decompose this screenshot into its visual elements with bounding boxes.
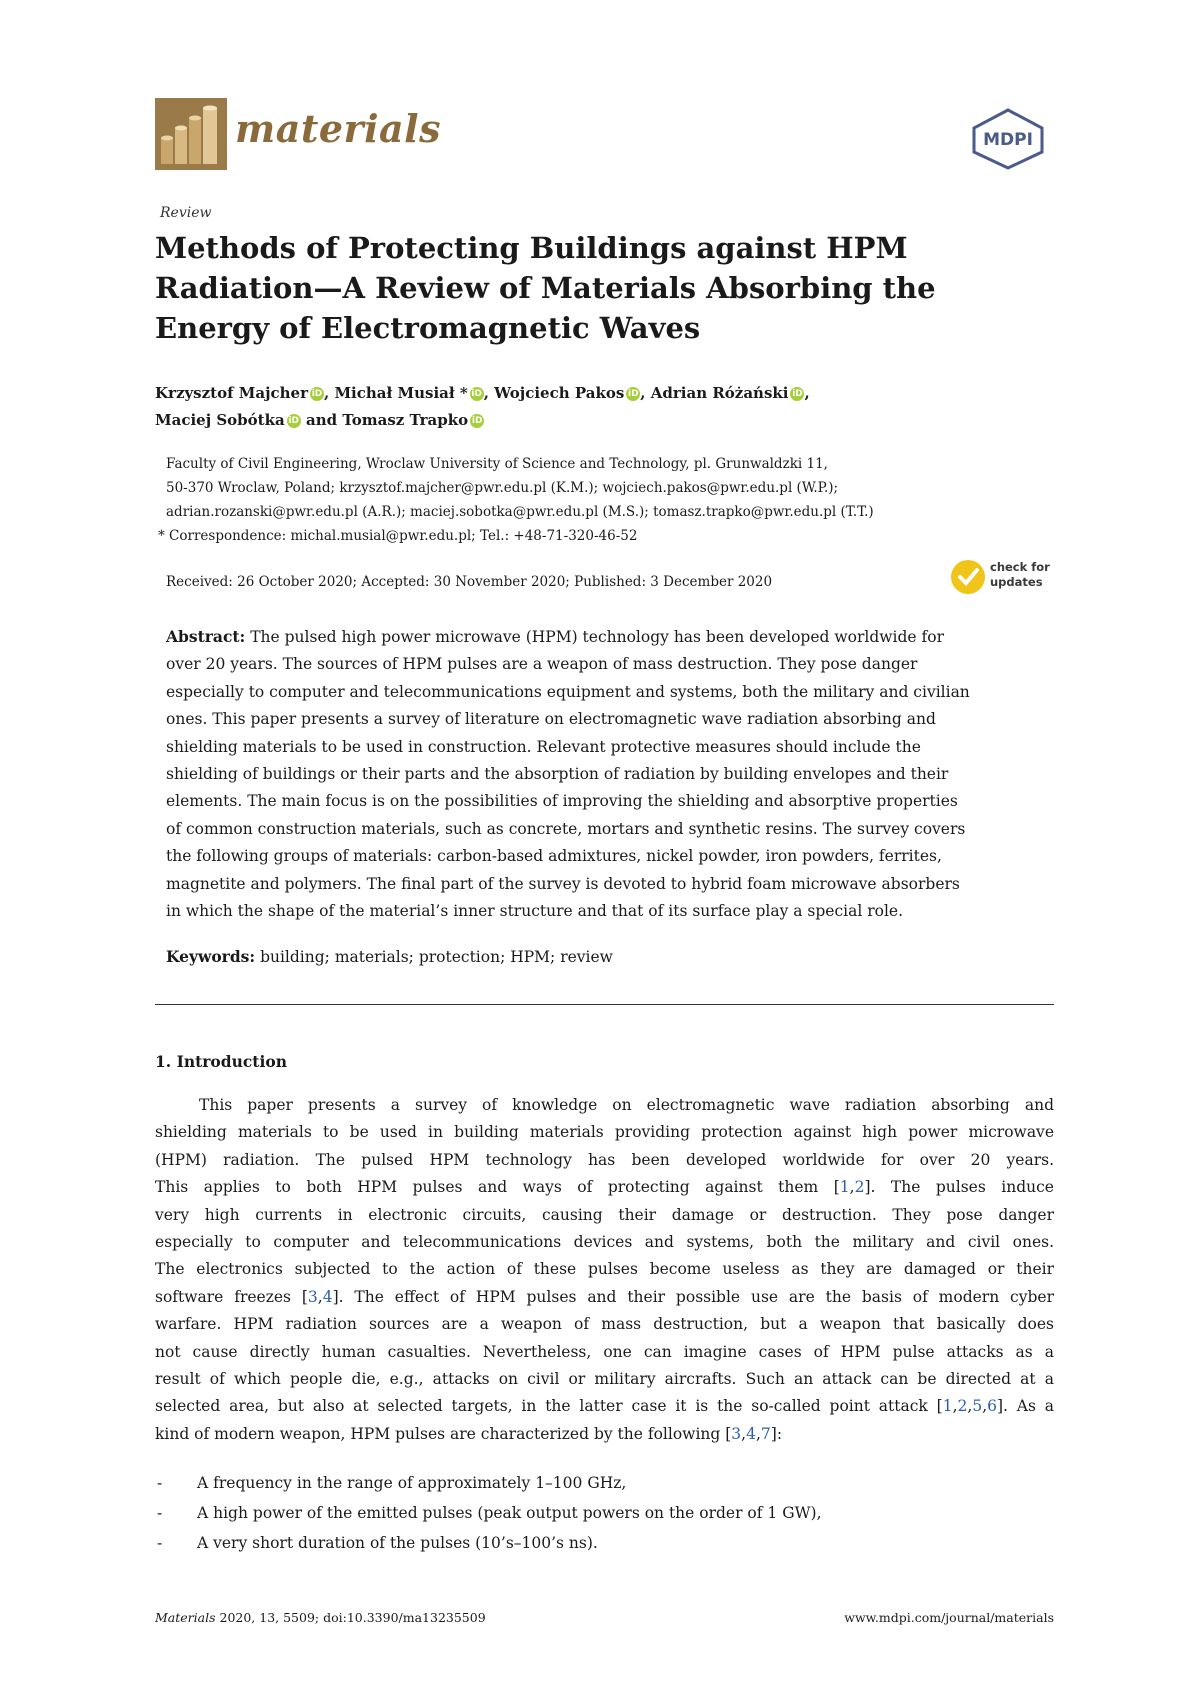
correspondence-line: * Correspondence: michal.musial@pwr.edu.pl; Tel.: +48-71-320-46-52	[158, 528, 638, 544]
abstract-line: shielding materials to be used in construction. Relevant protective measures should include the	[166, 737, 921, 756]
keywords-text: building; materials; protection; HPM; review	[255, 948, 613, 966]
paragraph-line: (HPM) radiation. The pulsed HPM technology has been developed worldwide for over 20 years.	[155, 1150, 1054, 1169]
author-name[interactable]: Michał Musiał *	[334, 384, 468, 402]
author-name[interactable]: Maciej Sobótka	[155, 411, 285, 429]
abstract-line: magnetite and polymers. The final part of the survey is devoted to hybrid foam microwave absorbers	[166, 874, 960, 893]
affiliation-line: adrian.rozanski@pwr.edu.pl (A.R.); maciej.sobotka@pwr.edu.pl (M.S.); tomasz.trapko@pwr.edu.pl (T.T.)	[166, 504, 874, 520]
publisher-logo-text: MDPI	[983, 130, 1033, 150]
citation-link[interactable]: 7	[760, 1424, 771, 1443]
citation-link[interactable]: 3	[307, 1287, 318, 1306]
citation-link[interactable]: 6	[987, 1397, 997, 1416]
author-list: Krzysztof Majcher iD , Michał Musiał * iD , Wojciech Pakos iD , Adrian Różański iD , Maciej Sobótka iD and Tomasz Trapko iD	[155, 384, 810, 429]
paragraph-line: The electronics subjected to the action of these pulses become useless as they are damaged or their	[155, 1260, 1054, 1279]
paragraph-line: software freezes [3,4]. The effect of HPM pulses and their possible use are the basis of modern cyber	[155, 1287, 1054, 1306]
citation-link[interactable]: 2	[854, 1178, 865, 1197]
citation-link[interactable]: 3	[731, 1424, 742, 1443]
check-for-updates-badge[interactable]	[950, 557, 1060, 601]
title-line: Radiation—A Review of Materials Absorbing the	[155, 271, 936, 305]
paragraph-line: kind of modern weapon, HPM pulses are characterized by the following [3,4,7]:	[155, 1424, 783, 1443]
orcid-icon[interactable]: iD	[792, 389, 803, 399]
abstract-line: the following groups of materials: carbon-based admixtures, nickel powder, iron powders, ferrites,	[166, 847, 942, 866]
abstract	[166, 623, 1054, 925]
affiliation-line: 50-370 Wroclaw, Poland; krzysztof.majcher@pwr.edu.pl (K.M.); wojciech.pakos@pwr.edu.pl (W.P.);	[166, 480, 839, 496]
abstract-line: in which the shape of the material’s inner structure and that of its surface play a special role.	[166, 902, 904, 921]
paragraph-line: selected area, but also at selected targets, in the latter case it is the so-called point attack [1,2,5,6]. As a	[155, 1397, 1055, 1416]
characteristics-list	[155, 1468, 1054, 1558]
author-name[interactable]: Wojciech Pakos	[494, 384, 625, 402]
abstract-line: over 20 years. The sources of HPM pulses are a weapon of mass destruction. They pose danger	[166, 655, 918, 674]
bullet-dash: -	[157, 1534, 163, 1552]
bullet-dash: -	[157, 1504, 163, 1522]
updates-label: check for	[990, 560, 1050, 574]
publisher-logo	[968, 108, 1048, 170]
list-item: - A very short duration of the pulses (10’s–100’s ns).	[155, 1528, 1054, 1558]
footer-doi[interactable]: 2020, 13, 5509; doi:10.3390/ma13235509	[215, 1610, 486, 1625]
bullet-dash: -	[157, 1474, 163, 1492]
citation-link[interactable]: 5	[972, 1397, 983, 1416]
keywords	[166, 947, 613, 966]
orcid-icon[interactable]: iD	[471, 416, 483, 426]
abstract-label: Abstract:	[166, 627, 246, 646]
citation-link[interactable]: 2	[957, 1397, 968, 1416]
check-icon	[950, 559, 986, 595]
author-name[interactable]: Adrian Różański	[650, 384, 789, 402]
affiliations	[158, 452, 1046, 548]
article-title	[155, 228, 1035, 348]
citation-link[interactable]: 4	[746, 1424, 756, 1443]
list-item: - A high power of the emitted pulses (peak output powers on the order of 1 GW),	[155, 1498, 1054, 1528]
paragraph-line: very high currents in electronic circuits, causing their damage or destruction. They pose danger	[155, 1205, 1054, 1224]
footer-journal: Materials	[155, 1610, 216, 1625]
abstract-line: elements. The main focus is on the possibilities of improving the shielding and absorptive properties	[166, 792, 958, 811]
keywords-label: Keywords:	[166, 947, 256, 966]
paragraph-line: not cause directly human casualties. Nevertheless, one can imagine cases of HPM pulse attacks as a	[155, 1342, 1054, 1361]
paragraph-line: shielding materials to be used in building materials providing protection against high power microwave	[155, 1123, 1054, 1142]
updates-label: updates	[990, 575, 1043, 589]
paragraph-line: This applies to both HPM pulses and ways of protecting against them [1,2]. The pulses induce	[155, 1178, 1054, 1197]
orcid-icon[interactable]: iD	[628, 389, 639, 399]
title-line: Energy of Electromagnetic Waves	[155, 311, 701, 345]
abstract-line: shielding of buildings or their parts and the absorption of radiation by building envelopes and their	[166, 765, 949, 784]
publication-dates: Received: 26 October 2020; Accepted: 30 November 2020; Published: 3 December 2020	[166, 574, 773, 590]
intro-paragraph	[155, 1092, 1054, 1448]
abstract-line: ones. This paper presents a survey of literature on electromagnetic wave radiation absorbing and	[166, 710, 936, 729]
section-heading: 1. Introduction	[155, 1052, 287, 1071]
citation-link[interactable]: 4	[322, 1287, 333, 1306]
abstract-line: especially to computer and telecommunications equipment and systems, both the military and civilian	[166, 682, 970, 701]
affiliation-line: Faculty of Civil Engineering, Wroclaw University of Science and Technology, pl. Grunwaldzki 11,	[166, 456, 828, 472]
orcid-icon[interactable]: iD	[311, 389, 323, 399]
orcid-icon[interactable]: iD	[471, 389, 482, 399]
footer-citation	[155, 1610, 486, 1625]
list-item: - A frequency in the range of approximately 1–100 GHz,	[155, 1468, 1054, 1498]
article-type: Review	[160, 205, 212, 221]
journal-logo	[155, 98, 441, 170]
section-divider	[155, 1004, 1054, 1005]
paragraph-line: result of which people die, e.g., attacks on civil or military aircrafts. Such an attack can be directed at a	[155, 1370, 1054, 1389]
paragraph-line: especially to computer and telecommunications devices and systems, both the military and civil ones.	[155, 1233, 1054, 1252]
paragraph-line: This paper presents a survey of knowledge on electromagnetic wave radiation absorbing and	[199, 1096, 1054, 1114]
journal-name: materials	[235, 106, 441, 151]
footer-url[interactable]: www.mdpi.com/journal/materials	[844, 1610, 1054, 1625]
title-line: Methods of Protecting Buildings against HPM	[155, 231, 908, 265]
abstract-line: The pulsed high power microwave (HPM) technology has been developed worldwide for	[245, 628, 944, 646]
author-name[interactable]: Krzysztof Majcher	[155, 384, 308, 402]
citation-link[interactable]: 1	[942, 1397, 953, 1416]
abstract-line: of common construction materials, such as concrete, mortars and synthetic resins. The survey covers	[166, 819, 966, 838]
paragraph-line: warfare. HPM radiation sources are a weapon of mass destruction, but a weapon that basically does	[155, 1315, 1054, 1334]
author-conjunction: and	[305, 411, 338, 429]
author-name[interactable]: Tomasz Trapko	[342, 411, 469, 429]
citation-link[interactable]: 1	[839, 1178, 850, 1197]
journal-logo-icon	[155, 98, 227, 170]
orcid-icon[interactable]: iD	[288, 416, 300, 426]
